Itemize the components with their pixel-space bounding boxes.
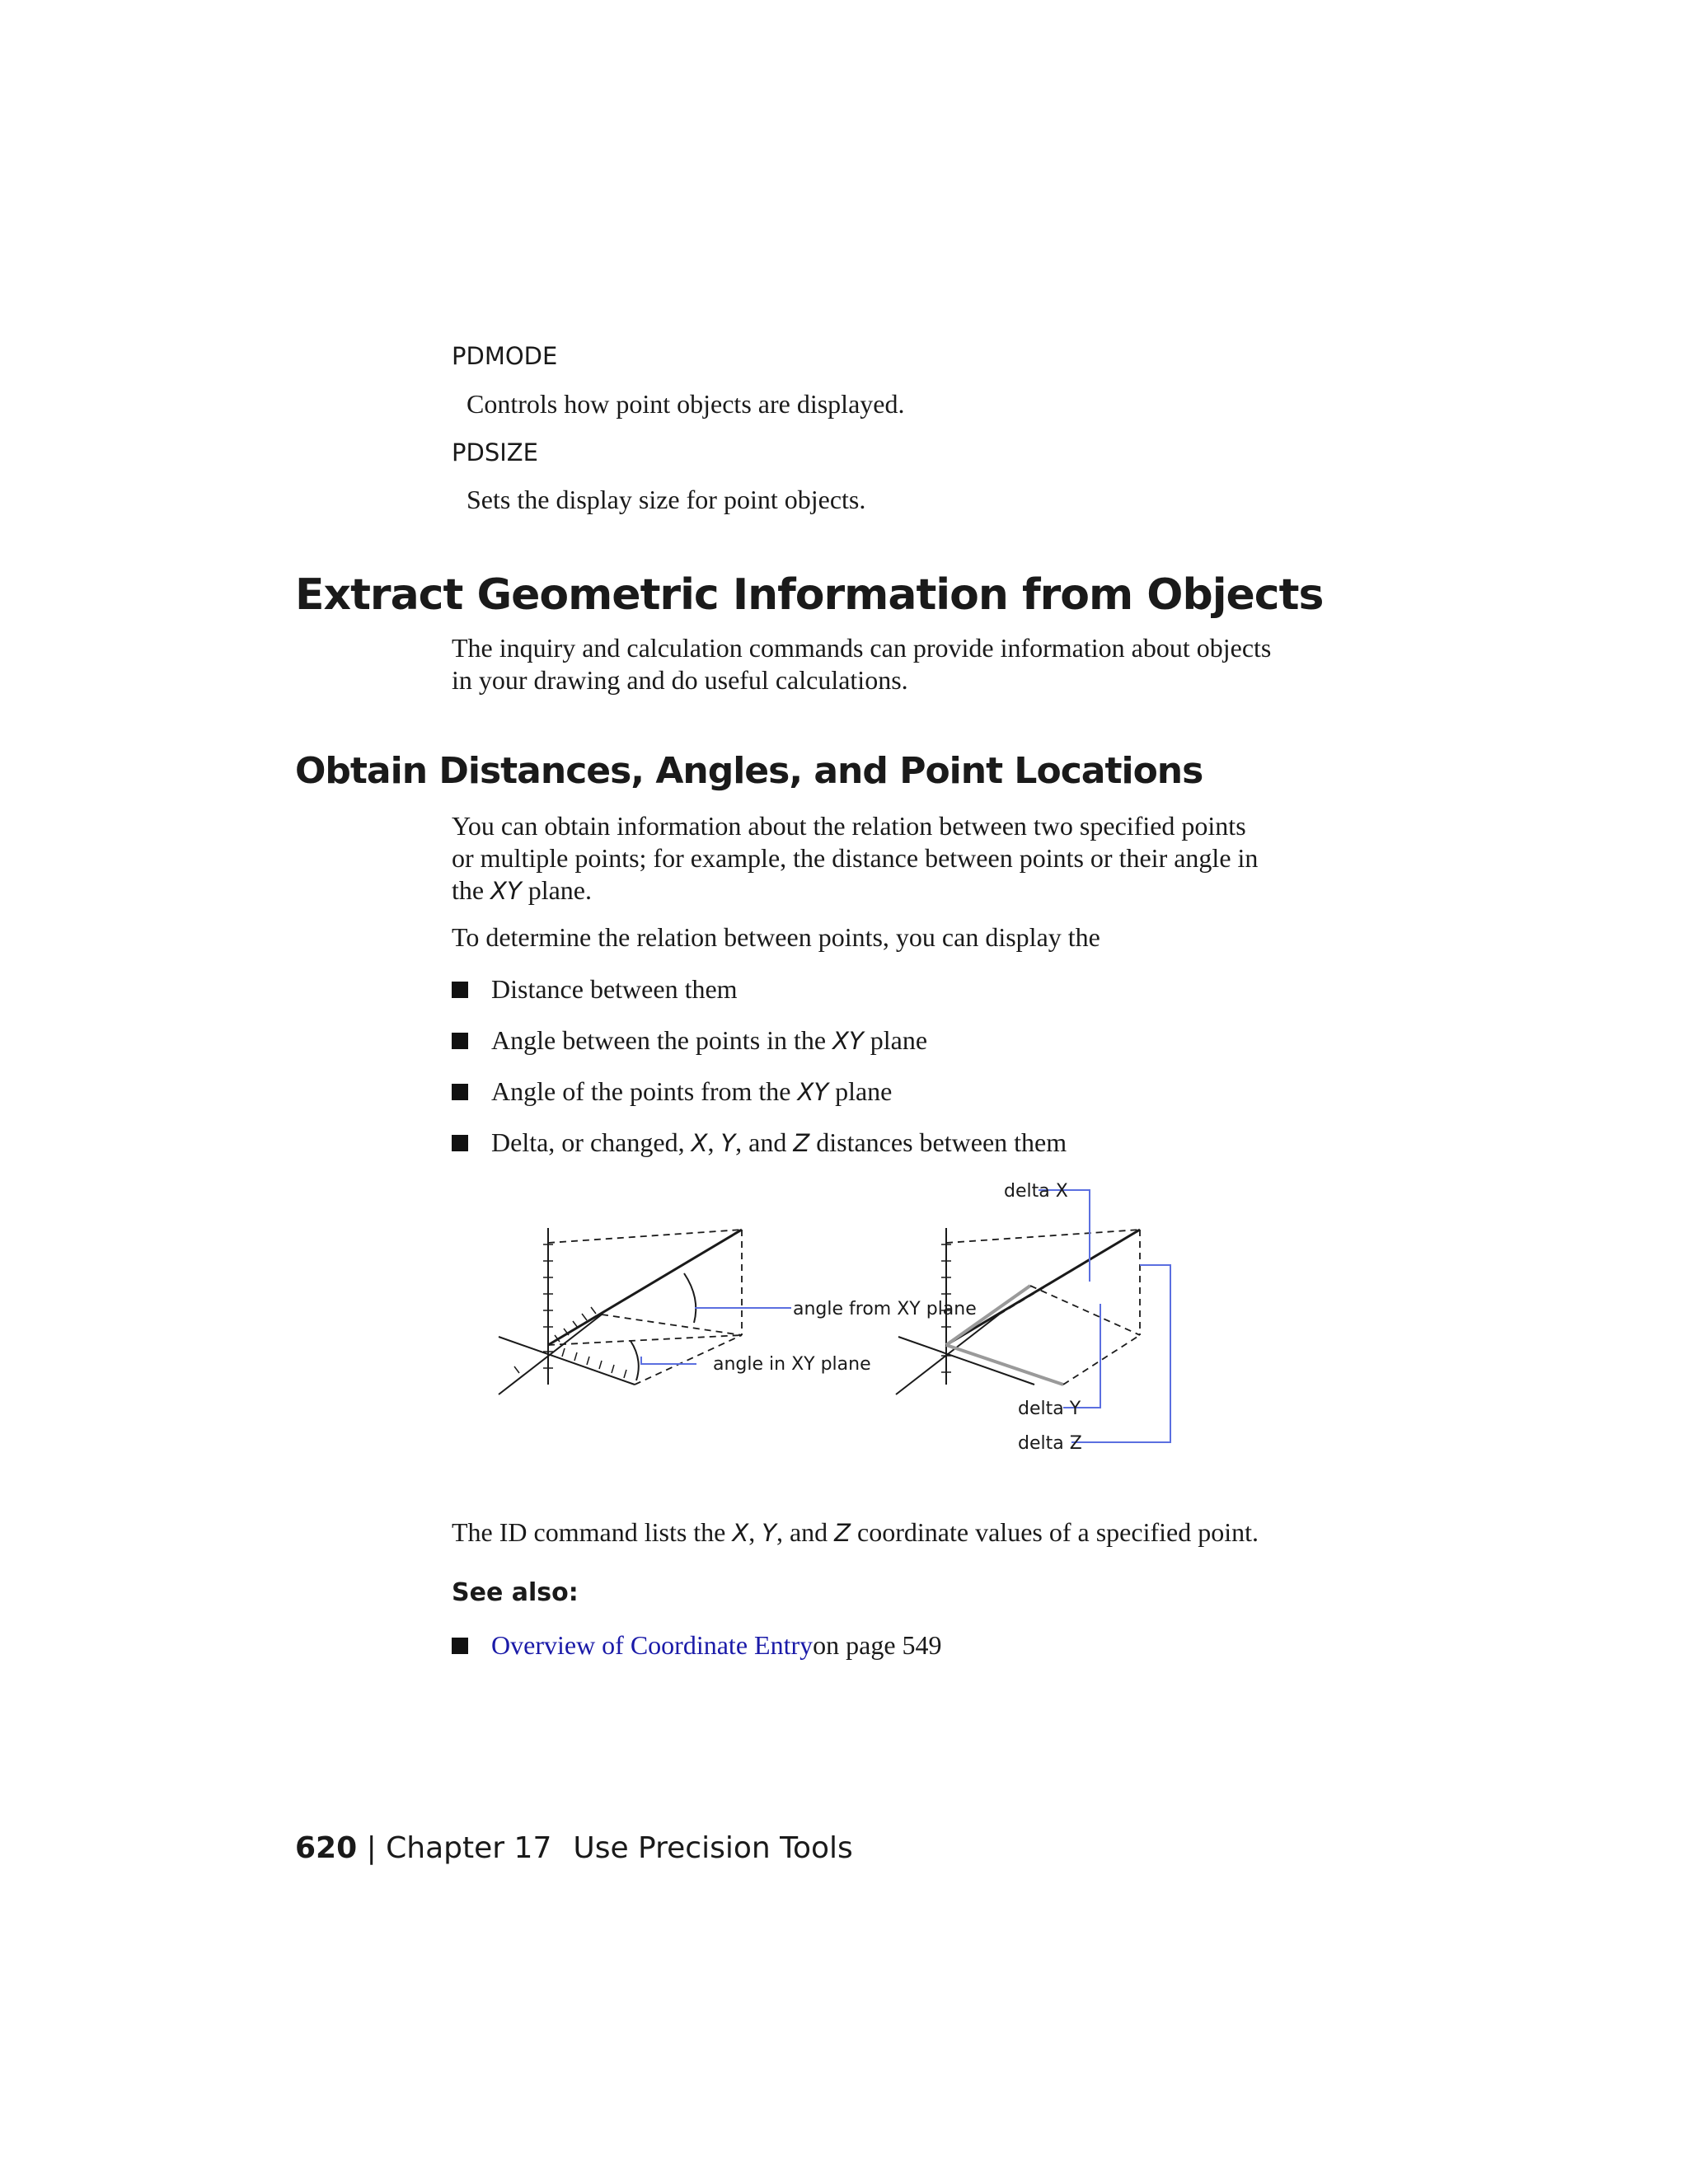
label-delta-y: delta Y bbox=[1018, 1399, 1081, 1419]
left-diagram bbox=[499, 1228, 742, 1394]
bullet-text: Angle between the points in the XY plane bbox=[491, 1025, 928, 1055]
subsection-paragraph-1 bbox=[452, 810, 1350, 907]
bullet-item bbox=[452, 1076, 892, 1107]
paragraph-line: You can obtain information about the relation between two specified points bbox=[452, 811, 1246, 841]
bullet-item bbox=[452, 1127, 1067, 1158]
bullet-text: Distance between them bbox=[491, 974, 738, 1004]
footer-separator: | bbox=[357, 1831, 387, 1865]
bullet-square-icon bbox=[452, 1033, 468, 1049]
see-also-link[interactable]: Overview of Coordinate Entry bbox=[491, 1630, 814, 1660]
bullet-square-icon bbox=[452, 1135, 468, 1151]
page-number: 620 bbox=[295, 1831, 358, 1865]
x-axis bbox=[499, 1337, 635, 1385]
page-footer bbox=[295, 1831, 853, 1865]
bullet-square-icon bbox=[452, 1638, 468, 1654]
id-command-paragraph: The ID command lists the X, Y, and Z coordinate values of a specified point. bbox=[452, 1517, 1259, 1547]
subsection-heading: Obtain Distances, Angles, and Point Locations bbox=[295, 750, 1203, 792]
term-pdsize: PDSIZE bbox=[452, 438, 538, 466]
subsection-paragraph-2: To determine the relation between points, you can display the bbox=[452, 922, 1100, 952]
see-also-page-ref: on page 549 bbox=[813, 1630, 942, 1660]
term-pdmode: PDMODE bbox=[452, 342, 558, 370]
label-angle-from: angle from XY plane bbox=[793, 1299, 977, 1319]
chapter-title: Use Precision Tools bbox=[573, 1831, 853, 1865]
bullet-text: Delta, or changed, X, Y, and Z distances between them bbox=[491, 1127, 1067, 1157]
geometry-figure bbox=[486, 1179, 1187, 1459]
see-also-label: See also: bbox=[452, 1578, 579, 1607]
text-run: plane. bbox=[521, 875, 592, 905]
axis-ticks bbox=[514, 1244, 626, 1378]
label-angle-in: angle in XY plane bbox=[713, 1354, 871, 1375]
paragraph-line bbox=[452, 874, 1350, 907]
label-delta-x: delta X bbox=[1004, 1181, 1068, 1202]
bullet-square-icon bbox=[452, 982, 468, 998]
section-intro-line: The inquiry and calculation commands can provide information about objects bbox=[452, 633, 1272, 663]
bullet-square-icon bbox=[452, 1084, 468, 1100]
section-intro bbox=[452, 632, 1350, 696]
chapter-label: Chapter 17 bbox=[386, 1831, 552, 1865]
text-run: the bbox=[452, 875, 491, 905]
paragraph-line: or multiple points; for example, the distance between points or their angle in bbox=[452, 843, 1259, 873]
desc-pdmode: Controls how point objects are displayed. bbox=[467, 389, 905, 419]
bullet-text: Angle of the points from the XY plane bbox=[491, 1076, 893, 1106]
point-vector bbox=[548, 1230, 742, 1345]
bullet-item bbox=[452, 974, 738, 1005]
section-heading: Extract Geometric Information from Objects bbox=[295, 570, 1324, 620]
italic-term: XY bbox=[490, 877, 522, 905]
desc-pdsize: Sets the display size for point objects. bbox=[467, 485, 866, 514]
angle-arc-from-plane bbox=[684, 1273, 696, 1323]
bullet-item bbox=[452, 1025, 927, 1056]
section-intro-line: in your drawing and do useful calculations. bbox=[452, 665, 908, 695]
angle-arc-in-plane bbox=[631, 1341, 639, 1380]
label-delta-z: delta Z bbox=[1018, 1433, 1082, 1454]
see-also-item bbox=[452, 1630, 942, 1661]
